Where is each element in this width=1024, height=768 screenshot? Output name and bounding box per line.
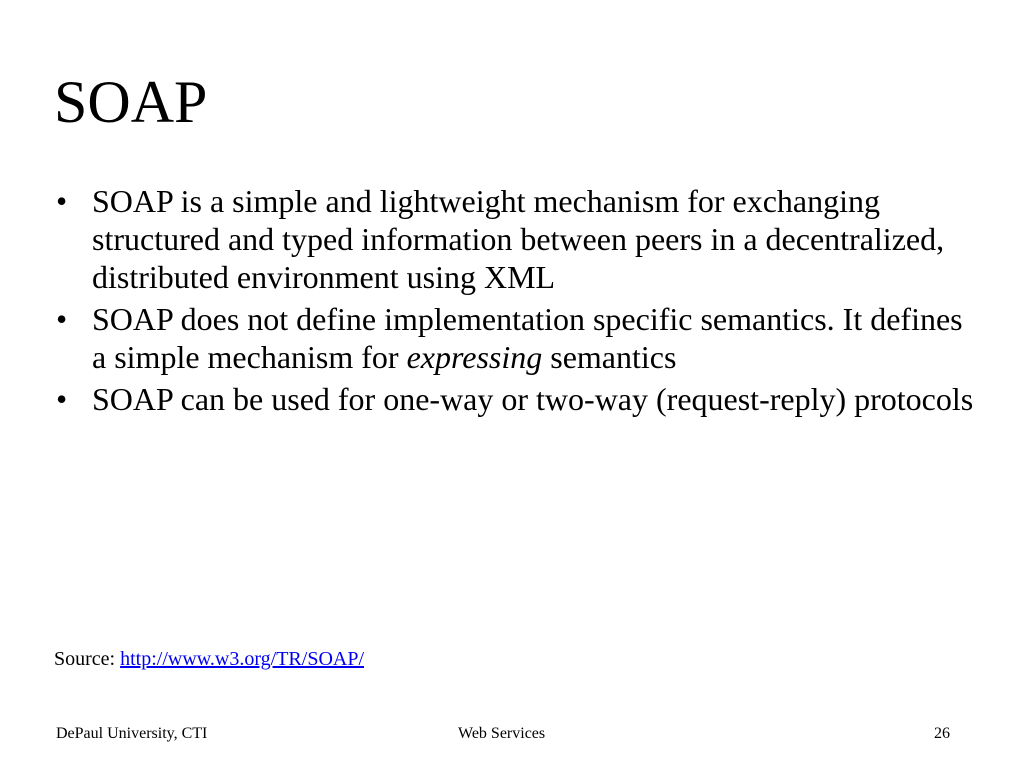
bullet-marker: • [56,301,68,337]
bullet-text: SOAP can be used for one-way or two-way (request-reply) protocols [92,381,974,417]
bullet-item [56,300,976,376]
bullet-text: SOAP is a simple and lightweight mechanism for exchanging structured and typed information between peers in a decentralized, distributed environment using XML [92,183,945,295]
footer-course: Web Services [458,725,546,742]
bullet-list [56,182,976,422]
bullet-text-part: SOAP does not define implementation specific semantics. It defines a simple mechanism for [92,301,963,375]
source-citation [54,646,364,672]
slide-title: SOAP [54,69,208,135]
source-link[interactable]: http://www.w3.org/TR/SOAP/ [120,648,365,670]
source-label: Source: [54,648,121,670]
bullet-text-part: semantics [542,339,677,375]
bullet-marker: • [56,183,68,219]
page-number: 26 [934,725,950,742]
bullet-item [56,182,976,296]
bullet-marker: • [56,381,68,417]
emphasized-word: expressing [406,339,543,375]
bullet-item [56,380,976,418]
footer-institution: DePaul University, CTI [56,725,208,742]
